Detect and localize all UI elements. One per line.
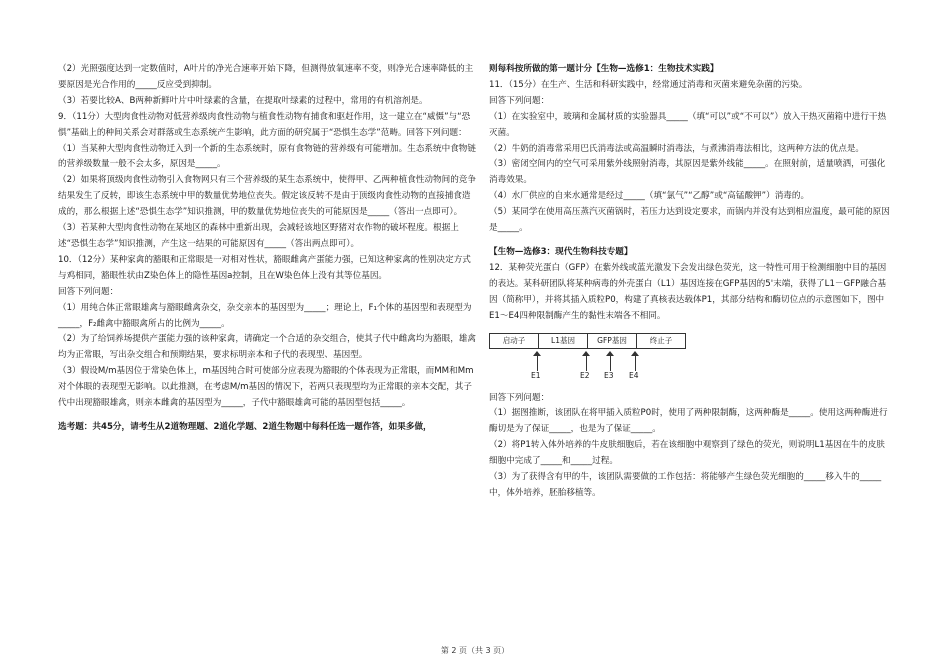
gfp-gene-box: GFP基因 <box>587 333 637 349</box>
e2-label: E2 <box>580 370 590 380</box>
question-10-part-2: （2）为了给饲养场提供产蛋能力强的该种家禽，请确定一个合适的杂交组合，使其子代中雌禽均为豁眼，雄禽均为正常眼，写出杂交组合和预期结果，要求标明亲本和子代的表现型、基因型。 <box>58 334 476 361</box>
vector-diagram <box>489 331 891 387</box>
question-9-part-1: （1）当某种大型肉食性动物迁入到一个新的生态系统时，原有食物链的营养级有可能增加。生态系统中食物链的营养级数量一般不会太多，原因是_____。 <box>58 143 476 170</box>
l1-gene-box: L1基因 <box>538 333 588 349</box>
e2-arrow-icon <box>582 351 592 371</box>
e4-arrow-icon <box>631 351 641 371</box>
e4-label: E4 <box>629 370 639 380</box>
question-11-part-1: （1）在实验室中，玻璃和金属材质的实验器具_____（填“可以”或“不可以”）放入干热灭菌箱中进行干热灭菌。 <box>489 111 887 138</box>
question-9-part-3: （3）若某种大型肉食性动物在某地区的森林中重新出现，会减轻该地区野猪对农作物的破坏程度。根据上述“恐惧生态学”知识推测，产生这一结果的可能原因有_____（答出两点即可）。 <box>58 223 459 249</box>
elective-instruction: 选考题：共45分，请考生从2道物理题、2道化学题、2道生物题中每科任选一题作答，如果多做， <box>58 421 432 432</box>
question-11-part-5: （5）某同学在使用高压蒸汽灭菌锅时，若压力达到设定要求，而锅内并没有达到相应温度，最可能的原因是_____。 <box>489 207 890 234</box>
elective-3-heading: 【生物—选修3：现代生物科技专题】 <box>489 246 633 257</box>
e3-label: E3 <box>604 370 614 380</box>
question-12-part-1: （1）据图推断，该团队在将甲插入质粒P0时，使用了两种限制酶，这两种酶是_____。使用这两种酶进行酶切是为了保证_____，也是为了保证_____。 <box>489 408 888 435</box>
elective-instruction-continued: 则每科按所做的第一题计分【生物—选修1：生物技术实践】 <box>489 64 719 74</box>
right-column <box>489 62 891 502</box>
terminator-box: 终止子 <box>636 333 686 349</box>
question-10-answer-prompt: 回答下列问题： <box>58 286 119 297</box>
question-8-part-3: （3）若要比较A、B两种新鲜叶片中叶绿素的含量，在提取叶绿素的过程中，常用的有机溶剂是。 <box>58 95 428 106</box>
question-12-part-2: （2）将P1转入体外培养的牛皮肤细胞后，若在该细胞中观察到了绿色的荧光，则说明L1基因在牛的皮肤细胞中完成了_____和_____过程。 <box>489 440 885 467</box>
question-9-intro: 9．（11分）大型肉食性动物对低营养级肉食性动物与植食性动物有捕食和驱赶作用，这一建立在“威慑”与“恐惧”基础上的种间关系会对群落或生态系统产生影响，此方面的研究属于“恐惧生态学”范畴。回答下列问题： <box>58 111 471 138</box>
question-10-part-3: （3）假设M/m基因位于常染色体上，m基因纯合时可使部分应表现为豁眼的个体表现为正常眼，而MM和Mm对个体眼的表现型无影响。以此推测，在考虑M/m基因的情况下，若两只表现型均为正常眼的亲本交配，其子代中出现豁眼雄禽，则亲本雌禽的基因型为_____，子代中豁眼雄禽可能的基因型包括_____。 <box>58 366 474 409</box>
question-11-intro: 11．（15分）在生产、生活和科研实践中，经常通过消毒和灭菌来避免杂菌的污染。 <box>489 79 808 90</box>
promoter-box: 启动子 <box>489 333 539 349</box>
question-11-part-2: （2）牛奶的消毒常采用巴氏消毒法或高温瞬时消毒法，与煮沸消毒法相比，这两种方法的优点是。 <box>489 143 865 154</box>
question-10-intro: 10．（12分）某种家禽的豁眼和正常眼是一对相对性状，豁眼雌禽产蛋能力强，已知这种家禽的性别决定方式与鸡相同，豁眼性状由Z染色体上的隐性基因a控制，且在W染色体上没有其等位基因。 <box>58 254 471 281</box>
e3-arrow-icon <box>606 351 616 371</box>
e1-arrow-icon <box>533 351 543 371</box>
question-12-part-3: （3）为了获得含有甲的牛，该团队需要做的工作包括：将能够产生绿色荧光细胞的_____移入牛的_____中，体外培养，胚胎移植等。 <box>489 472 882 498</box>
question-10-part-1: （1）用纯合体正常眼雄禽与豁眼雌禽杂交，杂交亲本的基因型为_____；理论上，F₁个体的基因型和表现型为_____，F₂雌禽中豁眼禽所占的比例为_____。 <box>58 302 472 329</box>
question-8-part-2: （2）光照强度达到一定数值时，A叶片的净光合速率开始下降，但测得放氧速率不变，则净光合速率降低的主要原因是光合作用的_____反应受到抑制。 <box>58 64 474 90</box>
question-11-answer-prompt: 回答下列问题： <box>489 95 550 106</box>
page-footer: 第 2 页（共 3 页） <box>440 646 510 655</box>
question-12-intro: 12．某种荧光蛋白（GFP）在紫外线或蓝光激发下会发出绿色荧光，这一特性可用于检测细胞中目的基因的表达。某科研团队将某种病毒的外壳蛋白（L1）基因连接在GFP基因的5'末端，获得了L1－GFP融合基因（简称甲），并将其插入质粒P0，构建了真核表达载体P1，其部分结构和酶切位点的示意图如下，图中E1～E4四种限制酶产生的黏性末端各不相同。 <box>489 262 887 321</box>
question-11-part-4: （4）水厂供应的自来水通常是经过_____（填“氯气”“乙醇”或“高锰酸钾”）消毒的。 <box>489 191 810 202</box>
left-column <box>58 62 478 436</box>
question-12-answer-prompt: 回答下列问题： <box>489 392 550 403</box>
e1-label: E1 <box>531 370 541 380</box>
question-11-part-3: （3）密闭空间内的空气可采用紫外线照射消毒，其原因是紫外线能_____。在照射前，适量喷洒，可强化消毒效果。 <box>489 159 886 186</box>
question-9-part-2: （2）如果将顶级肉食性动物引入食物网只有三个营养级的某生态系统中，使得甲、乙两种植食性动物间的竞争结果发生了反转，即该生态系统中甲的数量优势地位丧失。假定该反转不是由于顶级肉食性动物的直接捕食造成的，那么根据上述“恐惧生态学”知识推测，甲的数量优势地位丧失的可能原因是_____（答出一点即可）。 <box>58 175 476 218</box>
